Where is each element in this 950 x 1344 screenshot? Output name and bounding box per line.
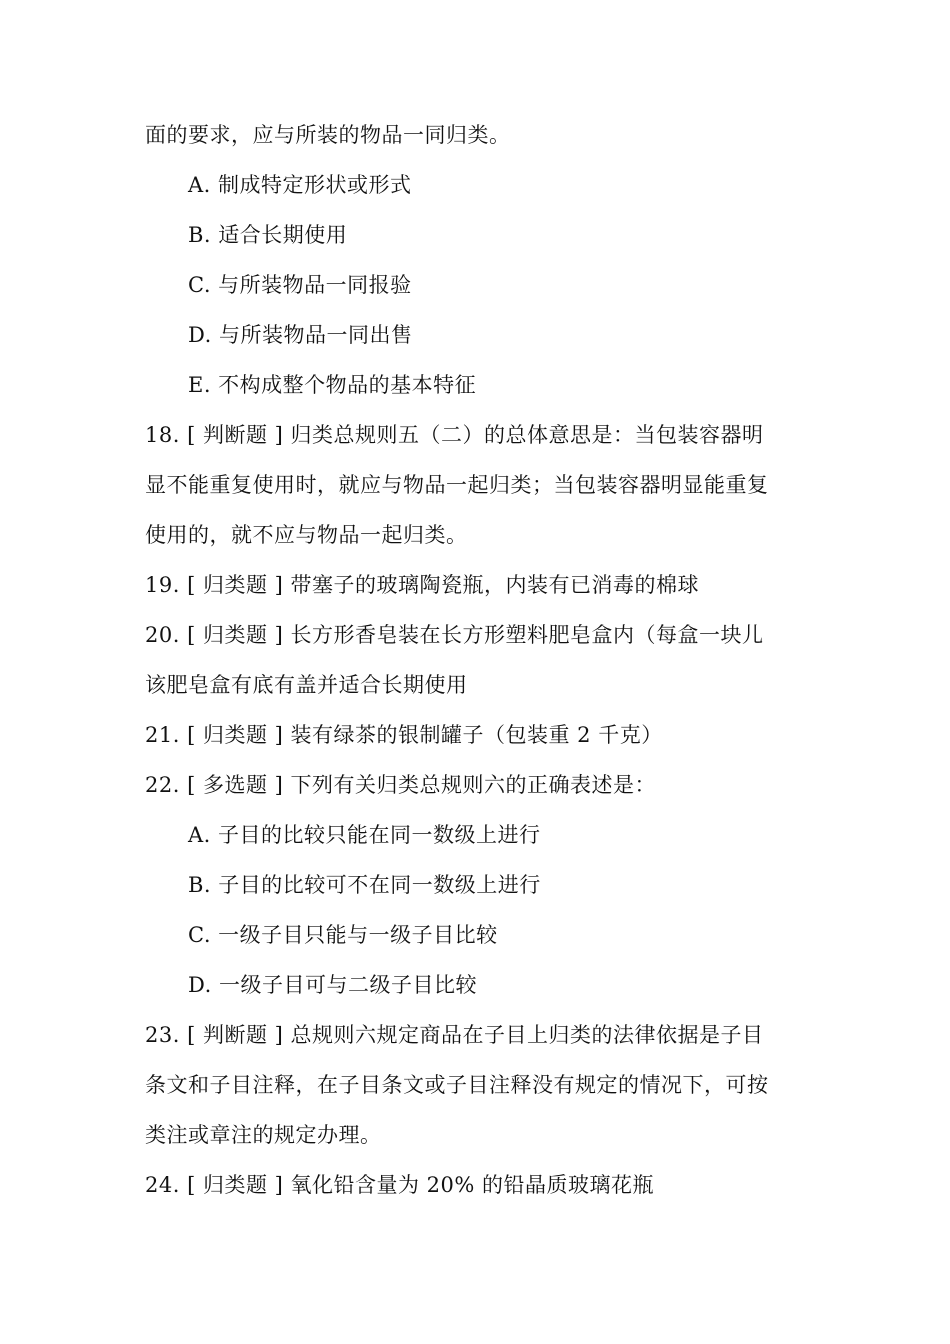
question-23-line-2: 条文和子目注释，在子目条文或子目注释没有规定的情况下，可按 bbox=[145, 1073, 769, 1097]
question-18-line-3: 使用的，就不应与物品一起归类。 bbox=[145, 523, 468, 547]
question-23-line-3: 类注或章注的规定办理。 bbox=[145, 1123, 382, 1147]
option-22-d: D. 一级子目可与二级子目比较 bbox=[188, 973, 477, 997]
question-24: 24. [ 归类题 ] 氧化铅含量为 20% 的铅晶质玻璃花瓶 bbox=[145, 1173, 655, 1197]
option-17-e: E. 不构成整个物品的基本特征 bbox=[188, 373, 477, 397]
question-23-line-1: 23. [ 判断题 ] 总规则六规定商品在子目上归类的法律依据是子目 bbox=[145, 1023, 764, 1047]
option-17-b: B. 适合长期使用 bbox=[188, 223, 348, 247]
question-18-line-1: 18. [ 判断题 ] 归类总规则五（二）的总体意思是：当包装容器明 bbox=[145, 423, 764, 447]
text-line-17-continuation: 面的要求，应与所装的物品一同归类。 bbox=[145, 123, 511, 147]
question-20-line-2: 该肥皂盒有底有盖并适合长期使用 bbox=[145, 673, 468, 697]
question-19: 19. [ 归类题 ] 带塞子的玻璃陶瓷瓶，内装有已消毒的棉球 bbox=[145, 573, 699, 597]
option-22-a: A. 子目的比较只能在同一数级上进行 bbox=[188, 823, 541, 847]
option-22-b: B. 子目的比较可不在同一数级上进行 bbox=[188, 873, 541, 897]
question-20-line-1: 20. [ 归类题 ] 长方形香皂装在长方形塑料肥皂盒内（每盒一块儿 bbox=[145, 623, 764, 647]
question-18-line-2: 显不能重复使用时，就应与物品一起归类；当包装容器明显能重复 bbox=[145, 473, 769, 497]
question-22: 22. [ 多选题 ] 下列有关归类总规则六的正确表述是： bbox=[145, 773, 656, 797]
option-17-d: D. 与所装物品一同出售 bbox=[188, 323, 413, 347]
option-22-c: C. 一级子目只能与一级子目比较 bbox=[188, 923, 498, 947]
option-17-c: C. 与所装物品一同报验 bbox=[188, 273, 412, 297]
question-21: 21. [ 归类题 ] 装有绿茶的银制罐子（包装重 2 千克） bbox=[145, 723, 663, 747]
option-17-a: A. 制成特定形状或形式 bbox=[188, 173, 412, 197]
